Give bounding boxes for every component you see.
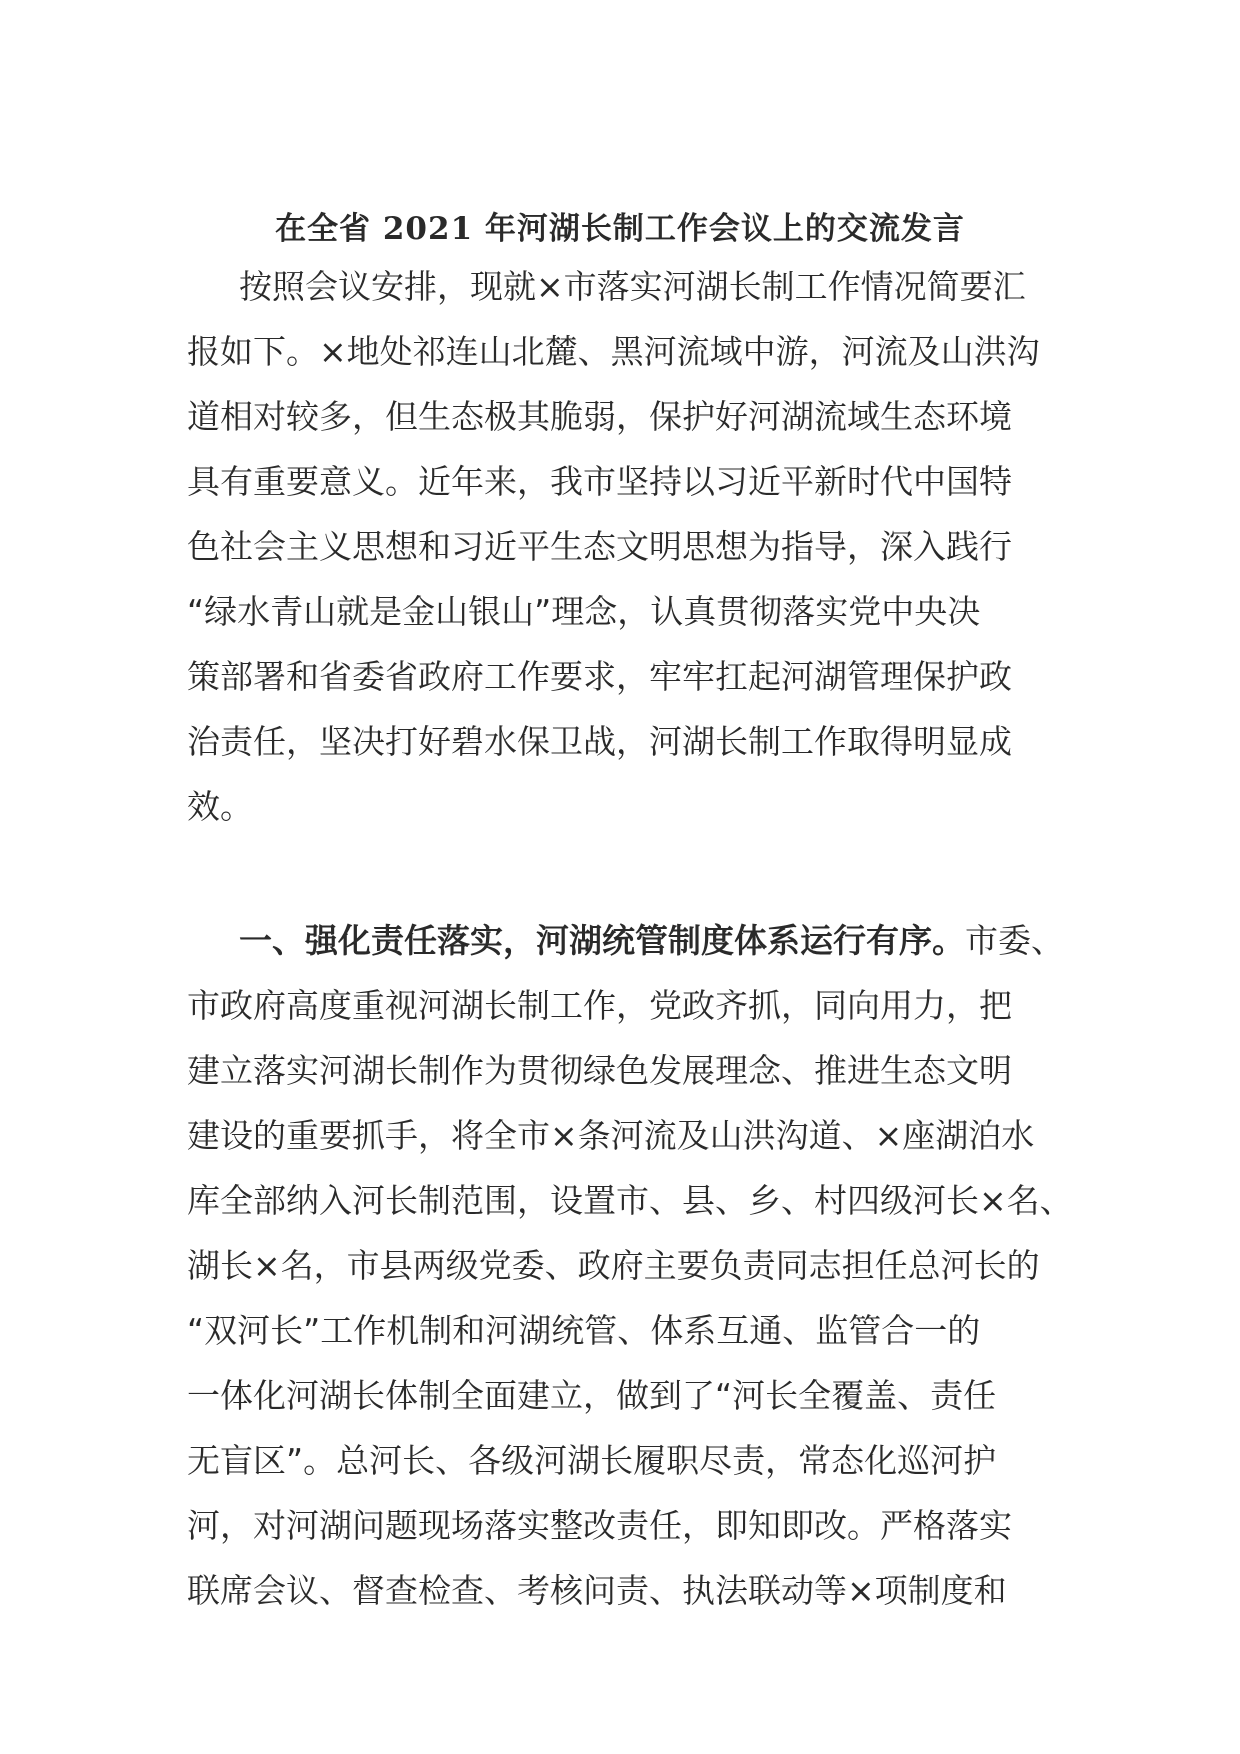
text-line: 治责任，坚决打好碧水保卫战，河湖长制工作取得明显成 <box>187 722 1012 761</box>
text-line: 建设的重要抓手，将全市×条河流及山洪沟道、×座湖泊水 <box>187 1116 1035 1155</box>
text-line: 道相对较多，但生态极其脆弱，保护好河湖流域生态环境 <box>187 397 1012 436</box>
text-line: 无盲区”。总河长、各级河湖长履职尽责，常态化巡河护 <box>187 1441 997 1480</box>
document-title: 在全省 2021 年河湖长制工作会议上的交流发言 <box>275 211 965 247</box>
text-line: 建立落实河湖长制作为贯彻绿色发展理念、推进生态文明 <box>187 1051 1012 1090</box>
text-line: “绿水青山就是金山银山”理念，认真贯彻落实党中央决 <box>187 592 981 631</box>
text-line: 联席会议、督查检查、考核问责、执法联动等×项制度和 <box>187 1571 1007 1610</box>
text-line: 效。 <box>187 787 253 826</box>
section-heading: 一、强化责任落实，河湖统管制度体系运行有序。 <box>239 921 965 960</box>
text-line: 湖长×名，市县两级党委、政府主要负责同志担任总河长的 <box>187 1246 1040 1285</box>
text-line: 报如下。×地处祁连山北麓、黑河流域中游，河流及山洪沟 <box>187 332 1040 371</box>
paragraph-intro <box>187 254 1055 839</box>
text-line: 色社会主义思想和习近平生态文明思想为指导，深入践行 <box>187 527 1012 566</box>
text-line: 策部署和省委省政府工作要求，牢牢扛起河湖管理保护政 <box>187 657 1012 696</box>
text-line: “双河长”工作机制和河湖统管、体系互通、监管合一的 <box>187 1311 981 1350</box>
text-line: 库全部纳入河长制范围，设置市、县、乡、村四级河长×名、 <box>187 1181 1073 1220</box>
text-line: 具有重要意义。近年来，我市坚持以习近平新时代中国特 <box>187 462 1012 501</box>
text-line: 一体化河湖长体制全面建立，做到了“河长全覆盖、责任 <box>187 1376 997 1415</box>
section-first-line-rest: 市委、 <box>965 921 1064 960</box>
text-line: 河，对河湖问题现场落实整改责任，即知即改。严格落实 <box>187 1506 1012 1545</box>
text-line: 按照会议安排，现就×市落实河湖长制工作情况简要汇 <box>239 267 1026 306</box>
text-line: 市政府高度重视河湖长制工作，党政齐抓，同向用力，把 <box>187 986 1012 1025</box>
section-first-line <box>187 908 1064 973</box>
paragraph-section-one <box>187 908 1073 1623</box>
